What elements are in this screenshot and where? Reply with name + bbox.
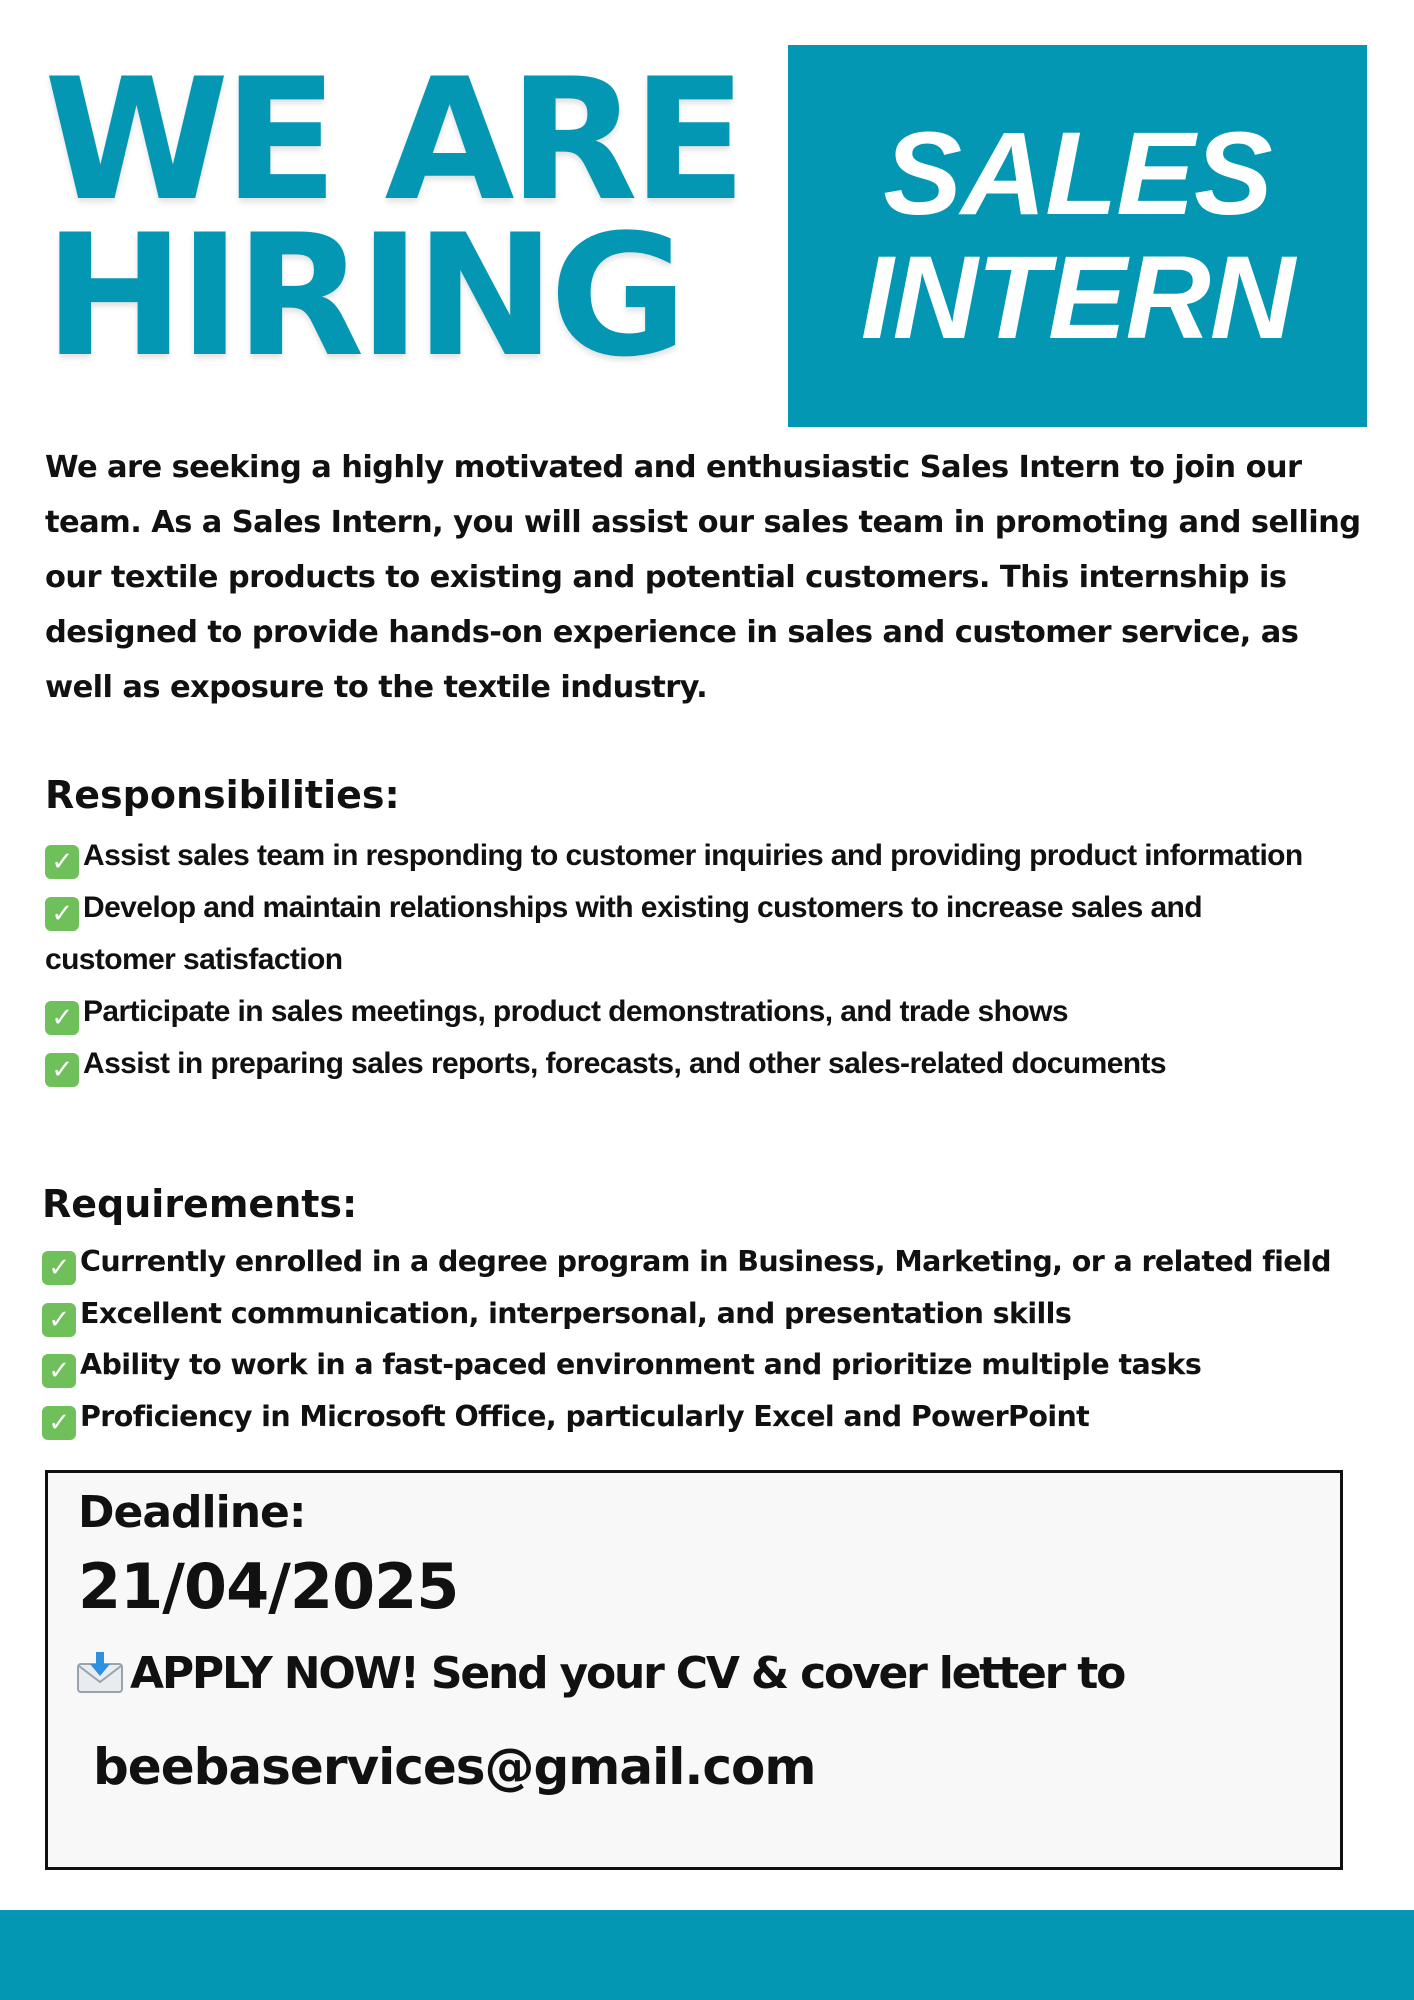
check-mark-icon: ✓ [42,1251,76,1285]
list-item: ✓ Develop and maintain relationships with existing customers to increase sales and customer satisfaction [45,891,1203,976]
check-mark-icon: ✓ [45,845,79,879]
list-item: ✓ Excellent communication, interpersonal, and presentation skills [42,1288,1372,1340]
apply-line [76,1643,1124,1705]
check-mark-icon: ✓ [45,1001,79,1035]
apply-text: APPLY NOW! Send your CV & cover letter to [130,1648,1125,1699]
responsibilities-heading: Responsibilities: [45,773,400,817]
envelope-arrow-icon [76,1652,124,1694]
deadline-box [45,1470,1343,1870]
requirements-list [42,1236,1372,1442]
deadline-date: 21/04/2025 [78,1550,459,1623]
check-mark-icon: ✓ [42,1406,76,1440]
list-item: ✓ Assist in preparing sales reports, forecasts, and other sales-related documents [45,1038,1305,1090]
contact-email[interactable]: beebaservices@gmail.com [93,1738,816,1796]
headline-line-2: HIRING [44,198,682,394]
footer-band [0,1910,1414,2000]
deadline-label: Deadline: [78,1487,306,1538]
role-line-2: INTERN [860,232,1295,364]
intro-paragraph: We are seeking a highly motivated and enthusiastic Sales Intern to join our team. As a Sales Intern, you will assist our sales team in promoting and selling our textile products to existing and potential customers. This internship is designed to provide hands-on experience in sales and customer service, as well as exposure to the textile industry. [45,450,1361,705]
list-item: ✓ Ability to work in a fast-paced environment and prioritize multiple tasks [42,1339,1372,1391]
list-item: ✓ Participate in sales meetings, product demonstrations, and trade shows [45,986,1305,1038]
headline-line-1: WE ARE [44,42,741,238]
list-item: ✓ Proficiency in Microsoft Office, particularly Excel and PowerPoint [42,1391,1372,1443]
headline [44,42,741,394]
check-mark-icon: ✓ [45,1053,79,1087]
requirements-heading: Requirements: [42,1182,358,1226]
responsibilities-list [45,830,1305,1090]
role-banner [788,45,1367,427]
role-line-1: SALES [883,108,1272,240]
list-item: ✓ Assist sales team in responding to customer inquiries and providing product information [45,830,1305,882]
check-mark-icon: ✓ [45,897,79,931]
list-item: ✓ Currently enrolled in a degree program in Business, Marketing, or a related field [42,1236,1372,1288]
check-mark-icon: ✓ [42,1303,76,1337]
check-mark-icon: ✓ [42,1354,76,1388]
